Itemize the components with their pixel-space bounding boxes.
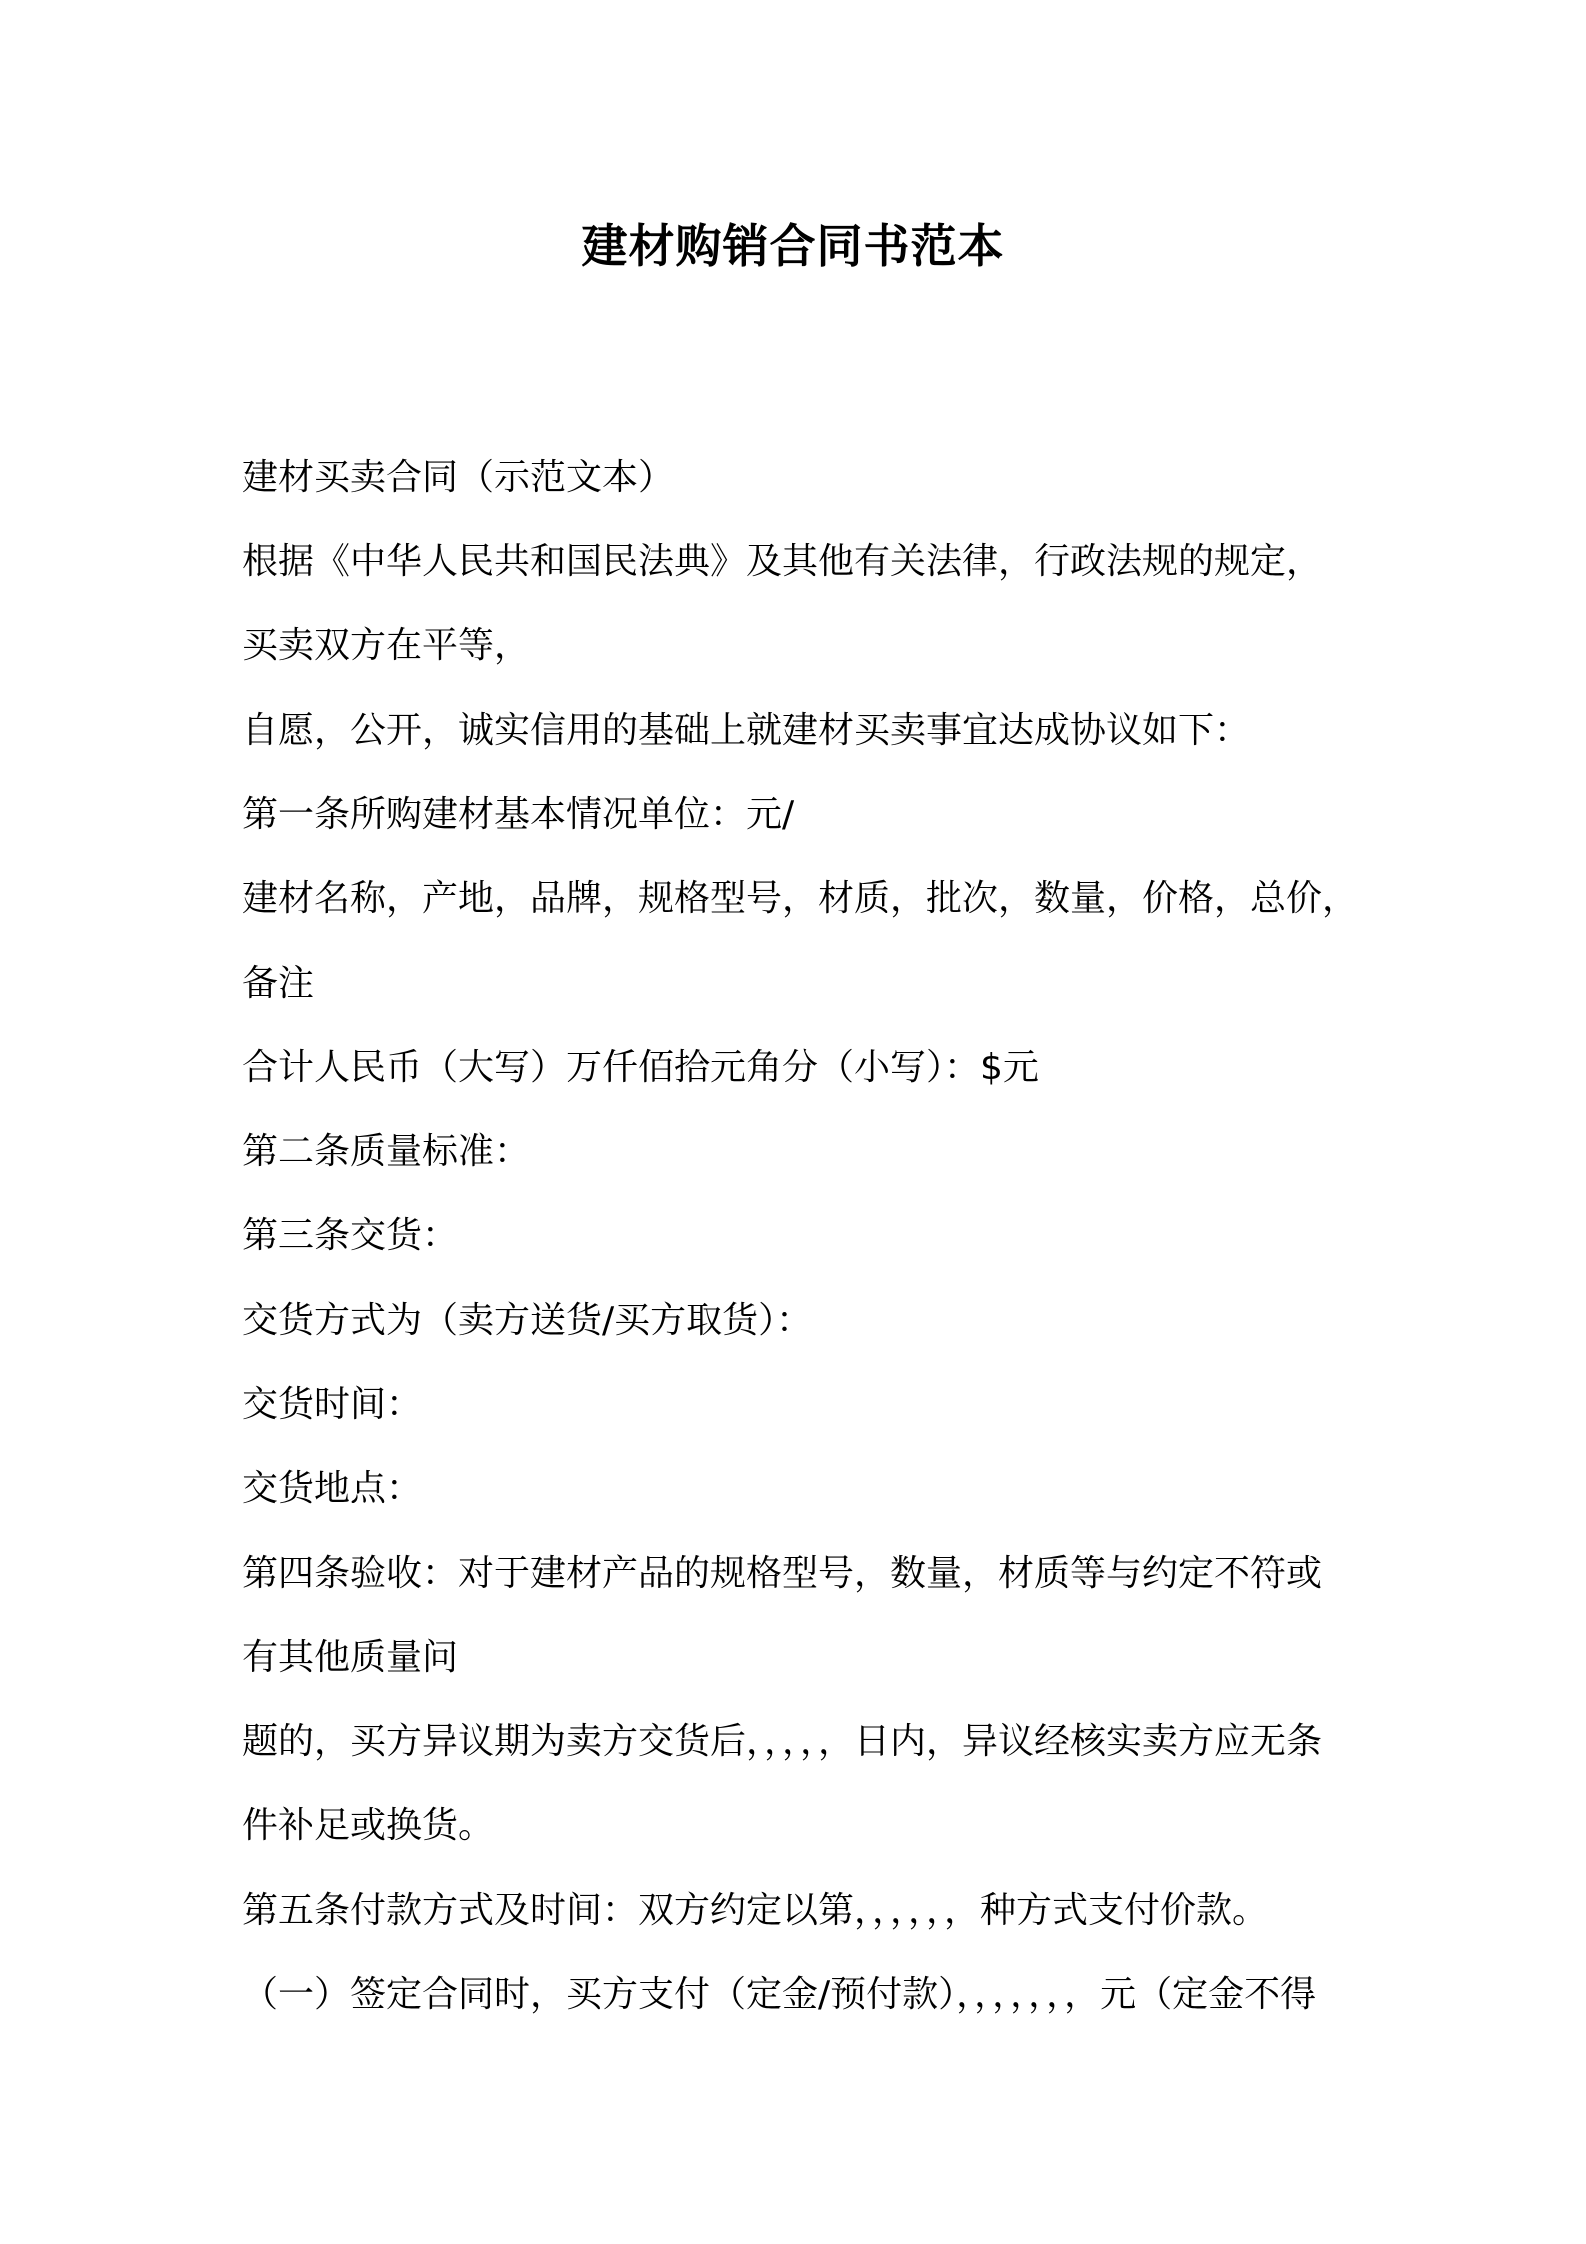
- paragraph-line: 合计人民币（大写）万仟佰拾元角分（小写）：$元: [242, 1047, 1039, 1088]
- article-4-heading: 第四条验收：对于建材产品的规格型号，数量，材质等与约定不符或: [242, 1553, 1323, 1594]
- paragraph-line: （一）签定合同时，买方支付（定金/预付款），，，，，，，元（定金不得: [242, 1974, 1317, 2015]
- paragraph-line: 交货时间：: [242, 1384, 423, 1425]
- paragraph-line: 交货方式为（卖方送货/买方取货）：: [242, 1300, 813, 1341]
- paragraph-line: 有其他质量问: [242, 1637, 459, 1678]
- document-title: 建材购销合同书范本: [581, 219, 1005, 273]
- paragraph-line: 备注: [242, 963, 315, 1004]
- paragraph-line: 自愿，公开，诚实信用的基础上就建材买卖事宜达成协议如下：: [242, 710, 1251, 751]
- paragraph-line: 件补足或换货。: [242, 1805, 495, 1846]
- paragraph-line: 题的，买方异议期为卖方交货后，，，，，日内，异议经核实卖方应无条: [242, 1721, 1323, 1762]
- paragraph-line: 建材名称，产地，品牌，规格型号，材质，批次，数量，价格，总价，: [242, 878, 1359, 919]
- paragraph-line: 交货地点：: [242, 1468, 423, 1509]
- article-5-heading: 第五条付款方式及时间：双方约定以第，，，，，，种方式支付价款。: [242, 1890, 1269, 1931]
- contract-subtitle: 建材买卖合同（示范文本）: [242, 457, 675, 498]
- article-3-heading: 第三条交货：: [242, 1215, 459, 1256]
- article-2-heading: 第二条质量标准：: [242, 1131, 531, 1172]
- paragraph-line: 买卖双方在平等，: [242, 625, 531, 666]
- article-1-heading: 第一条所购建材基本情况单位：元/: [242, 794, 795, 835]
- paragraph-line: 根据《中华人民共和国民法典》及其他有关法律，行政法规的规定，: [242, 541, 1323, 582]
